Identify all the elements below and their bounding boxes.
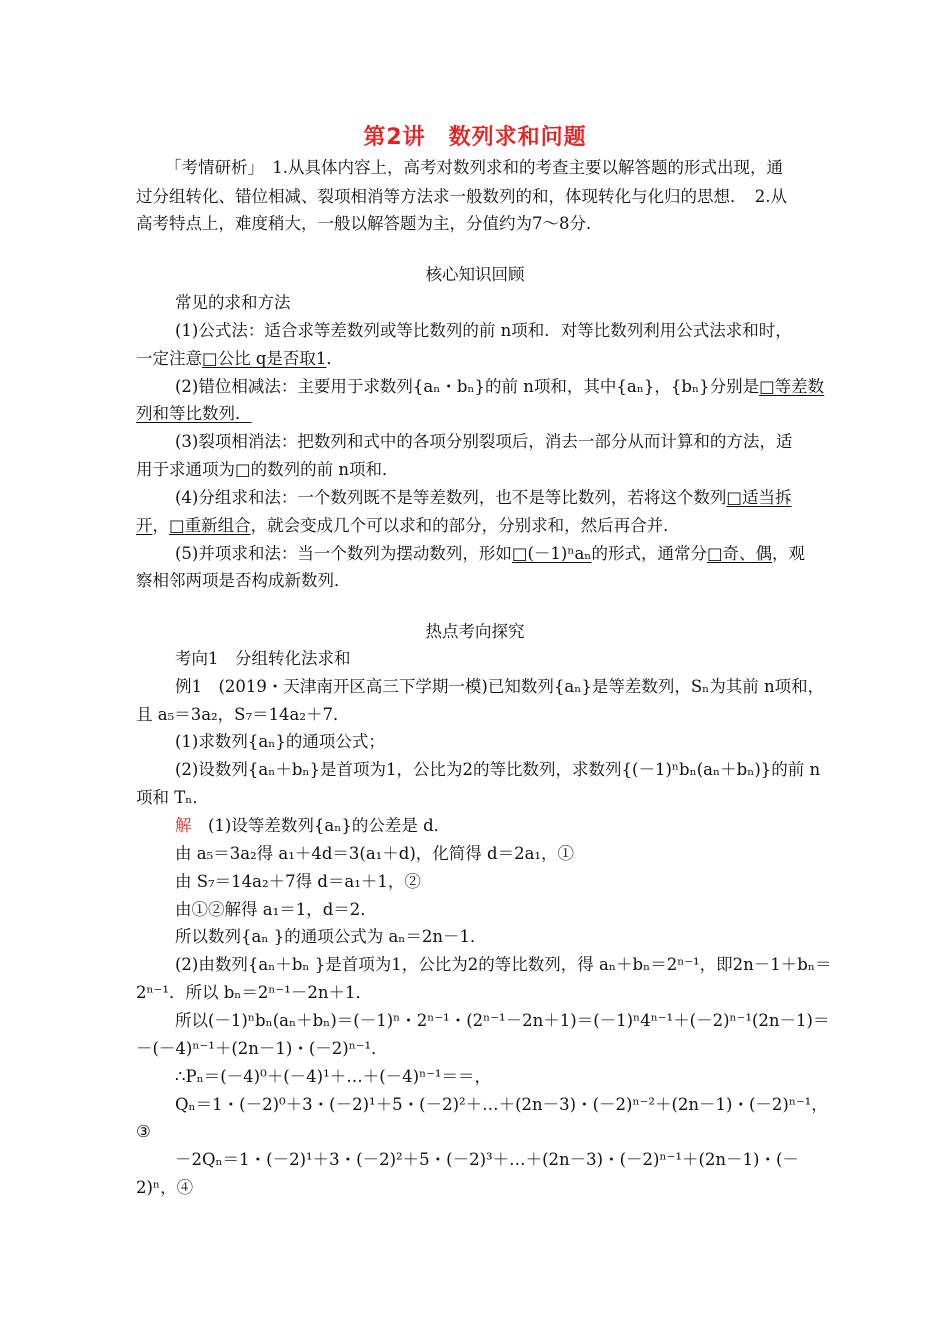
method-5-line-2: 察相邻两项是否构成新数列． bbox=[136, 571, 351, 590]
solution-line-10: ∴Pₙ＝(－4)⁰＋(－4)¹＋…＋(－4)ⁿ⁻¹＝＝， bbox=[175, 1067, 492, 1086]
solution-line-1: 解 (1)设等差数列{aₙ}的公差是 d． bbox=[175, 816, 451, 835]
method-2-line-2 bbox=[136, 403, 252, 425]
question-1: (1)求数列{aₙ}的通项公式； bbox=[175, 732, 385, 751]
fill-blank: □等差数 bbox=[759, 377, 825, 396]
topic-heading: 考向1 分组转化法求和 bbox=[175, 649, 351, 668]
page-title: 第2讲 数列求和问题 bbox=[363, 125, 587, 150]
subheading-methods: 常见的求和方法 bbox=[175, 293, 291, 312]
fill-blank: □适当拆 bbox=[726, 488, 792, 507]
example-line-2: 且 a₅＝3a₂，S₇＝14a₂＋7． bbox=[136, 705, 350, 724]
intro-line-2: 过分组转化、错位相减、裂项相消等方法求一般数列的和，体现转化与化归的思想． 2.从 bbox=[136, 187, 787, 206]
method-5-line-1: (5)并项求和法：当一个数列为摆动数列，形如□(－1)ⁿaₙ的形式，通常分□奇、偶，观 bbox=[175, 544, 806, 563]
section-heading-knowledge: 核心知识回顾 bbox=[425, 265, 525, 284]
solution-line-2: 由 a₅＝3a₂得 a₁＋4d＝3(a₁＋d)，化简得 d＝2a₁，① bbox=[175, 844, 575, 863]
fill-blank: 开 bbox=[136, 516, 153, 535]
fill-blank: 列和等比数列． bbox=[136, 404, 252, 423]
fill-blank: □公比 q是否取1 bbox=[202, 349, 327, 368]
solution-line-13: －2Qₙ＝1・(－2)¹＋3・(－2)²＋5・(－2)³＋…＋(2n－3)・(－2)ⁿ⁻¹＋(2n－1)・(－ bbox=[175, 1150, 799, 1169]
method-1-line-1: (1)公式法：适合求等差数列或等比数列的前 n项和．对等比数列利用公式法求和时， bbox=[175, 321, 792, 340]
solution-line-4: 由①②解得 a₁＝1，d＝2． bbox=[175, 900, 377, 919]
method-3-line-2: 用于求通项为□的数列的前 n项和． bbox=[136, 460, 399, 479]
solution-line-12: ③ bbox=[136, 1122, 151, 1141]
solution-line-5: 所以数列{aₙ }的通项公式为 aₙ＝2n－1． bbox=[175, 927, 487, 946]
solution-line-7: 2ⁿ⁻¹．所以 bₙ＝2ⁿ⁻¹－2n＋1． bbox=[136, 983, 372, 1002]
solution-line-6: (2)由数列{aₙ＋bₙ }是首项为1，公比为2的等比数列，得 aₙ＋bₙ＝2ⁿ⁻¹，即2n－1＋bₙ＝ bbox=[175, 955, 832, 974]
intro-line-3: 高考特点上，难度稍大，一般以解答题为主，分值约为7～8分． bbox=[136, 214, 603, 233]
solution-line-11: Qₙ＝1・(－2)⁰＋3・(－2)¹＋5・(－2)²＋…＋(2n－3)・(－2)ⁿ⁻²＋(2n－1)・(－2)ⁿ⁻¹， bbox=[175, 1095, 828, 1114]
solution-line-9: －(－4)ⁿ⁻¹＋(2n－1)・(－2)ⁿ⁻¹． bbox=[136, 1039, 388, 1058]
method-1-line-2: 一定注意□公比 q是否取1． bbox=[136, 349, 343, 368]
example-line-1: 例1 (2019・天津南开区高三下学期一模)已知数列{aₙ}是等差数列，Sₙ为其前 n项和， bbox=[175, 677, 825, 696]
question-2-line-2: 项和 Tₙ． bbox=[136, 788, 209, 807]
intro-tag: 「考情研析」 bbox=[165, 158, 256, 177]
method-4-line-2: 开，□重新组合，就会变成几个可以求和的部分，分别求和，然后再合并． bbox=[136, 516, 680, 535]
section-heading-hotspots: 热点考向探究 bbox=[425, 622, 525, 641]
question-2-line-1: (2)设数列{aₙ＋bₙ}是首项为1，公比为2的等比数列，求数列{(－1)ⁿbₙ(aₙ＋bₙ)}的前 n bbox=[175, 760, 821, 779]
solution-line-3: 由 S₇＝14a₂＋7得 d＝a₁＋1，② bbox=[175, 872, 421, 891]
fill-blank: □(－1)ⁿaₙ bbox=[511, 544, 592, 563]
intro-line-1: 「考情研析」 1.从具体内容上，高考对数列求和的考查主要以解答题的形式出现，通 bbox=[165, 158, 783, 177]
method-2-line-1: (2)错位相减法：主要用于求数列{aₙ・bₙ}的前 n项和，其中{aₙ}，{bₙ}分别是□等差数 bbox=[175, 377, 825, 396]
method-3-line-1: (3)裂项相消法：把数列和式中的各项分别裂项后，消去一部分从而计算和的方法，适 bbox=[175, 432, 793, 451]
method-4-line-1: (4)分组求和法：一个数列既不是等差数列，也不是等比数列，若将这个数列□适当拆 bbox=[175, 488, 792, 507]
solution-tag: 解 bbox=[175, 816, 192, 835]
fill-blank: □重新组合 bbox=[169, 516, 251, 535]
fill-blank: □奇、偶 bbox=[706, 544, 773, 563]
solution-line-14: 2)ⁿ，④ bbox=[136, 1178, 194, 1197]
solution-line-8: 所以(－1)ⁿbₙ(aₙ＋bₙ)＝(－1)ⁿ・2ⁿ⁻¹・(2ⁿ⁻¹－2n＋1)＝(－1)ⁿ4ⁿ⁻¹＋(－2)ⁿ⁻¹(2n－1)＝ bbox=[175, 1011, 830, 1030]
